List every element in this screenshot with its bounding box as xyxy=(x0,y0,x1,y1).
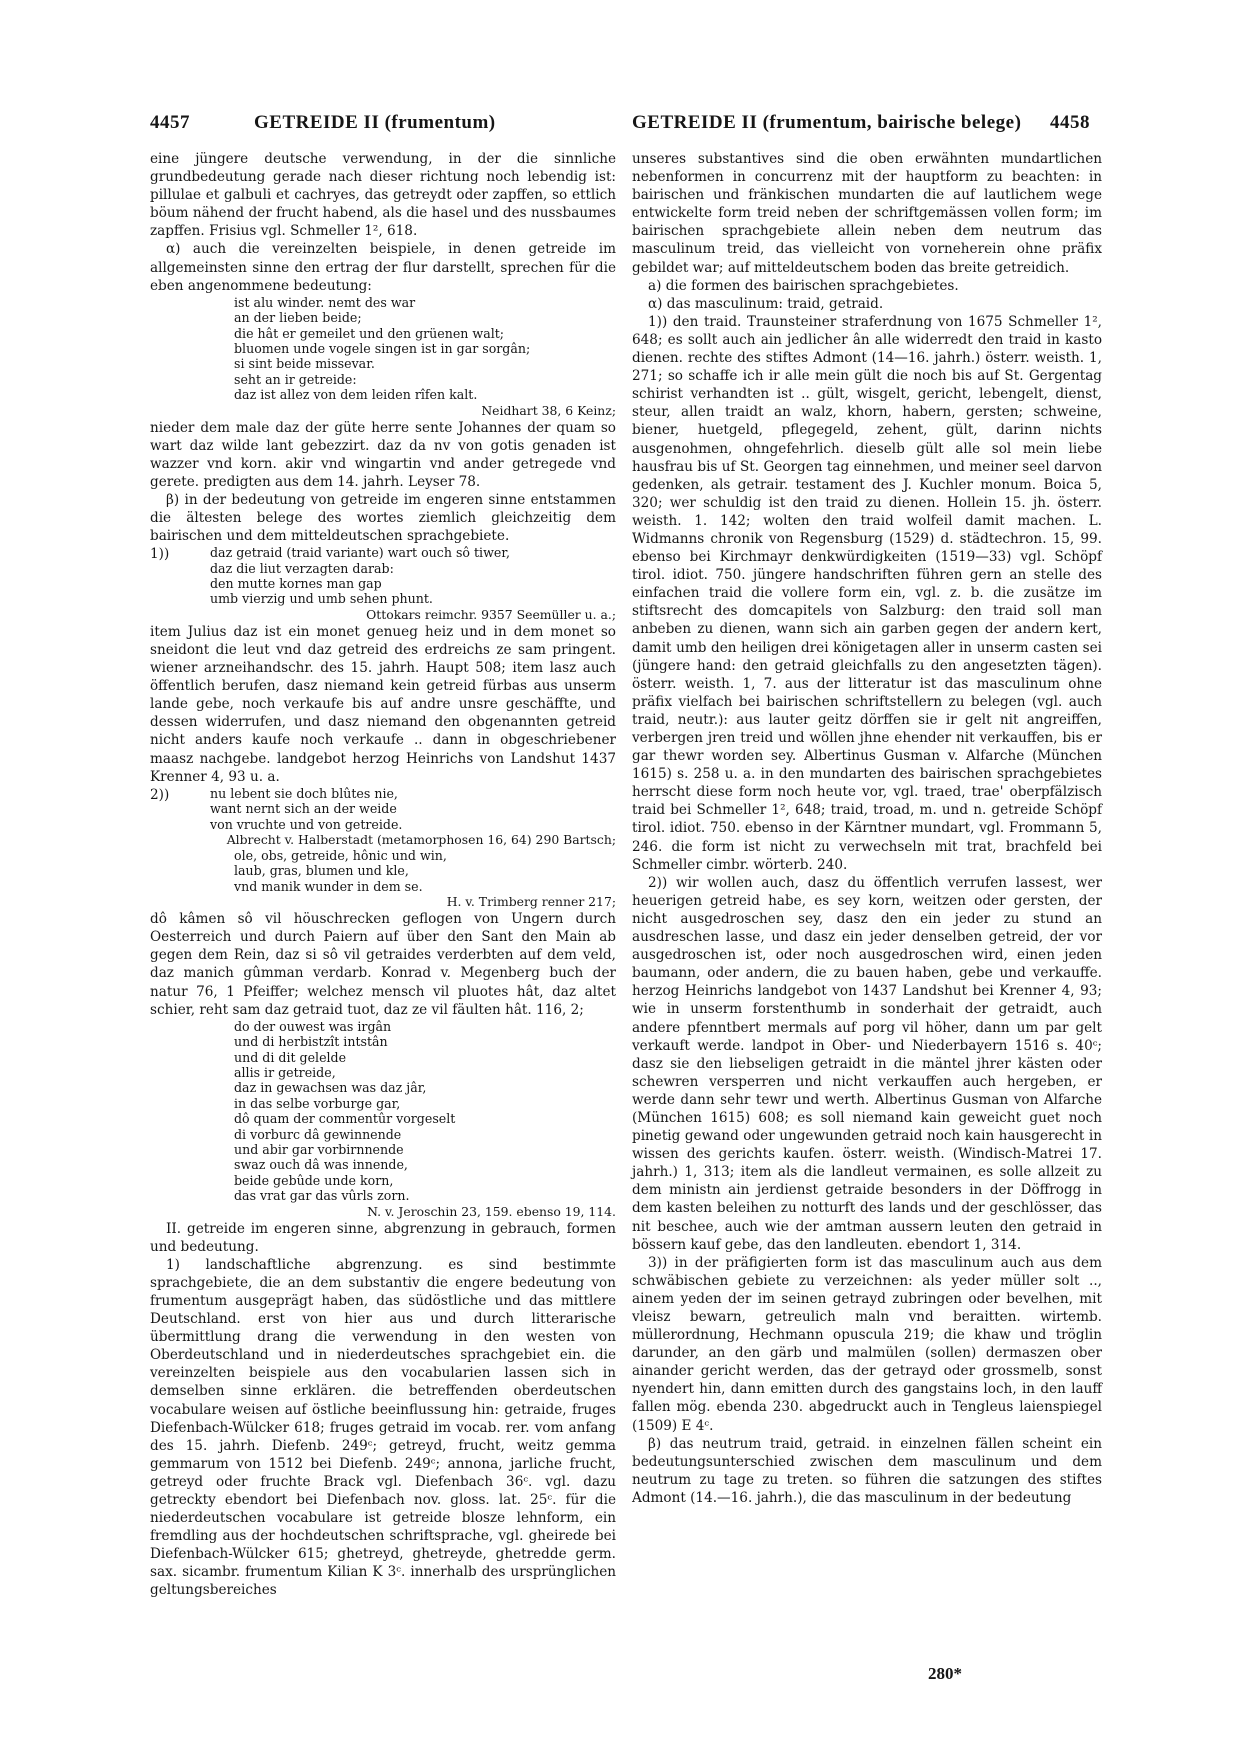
paragraph: 3)) in der präfigierten form ist das masculinum auch aus dem schwäbischen gebiete zu verzeichnen: als yeder müller solt .., ainem yeden der im seinen getrayd zubringen oder bevelhen, mit vleisz bewarn, getreulich maln vnd beraitten. wirtemb. müllerordnung, Hechmann opuscula 219; die khaw und tröglin darunder, an den gärb und malmülen (sollen) dermaszen ober ainander gericht werden, das der getrayd oder grossmelb, sonst nyendert hin, dann emitten durch des gangstains loch, in den lauff fallen mög. ebenda 230. abgedruckt auch in Tengleus laienspiegel (1509) E 4ᶜ. xyxy=(632,1254,1102,1434)
item-marker: 1)) xyxy=(150,546,170,563)
paragraph: 1) landschaftliche abgrenzung. es sind bestimmte sprachgebiete, die an dem substantiv die engere bedeutung von frumentum ausgeprägt haben, das südöstliche und das mittlere Deutschland. erst von hier aus und durch litterarische übermittlung drang die verwendung in den westen von Oberdeutschland und in niederdeutsches sprachgebiet ein. die vereinzelten beispiele aus den vocabularien lassen sich in demselben sinne erklären. die betreffenden oberdeutschen vocabulare weisen auf östliche beeinflussung hin: getraide, fruges Diefenbach-Wülcker 618; fruges getraid im vocab. rer. vom anfang des 15. jahrh. Diefenb. 249ᶜ; getreyd, frucht, weitz gemma gemmarum von 1512 bei Diefenb. 249ᶜ; annona, jarliche frucht, getreyd oder fruchte Brack vgl. Diefenbach 36ᶜ. vgl. dazu getreckty ebendort bei Diefenbach nov. gloss. lat. 25ᶜ. für die niederdeutschen vocabulare ist getreide blosze lehnform, ein fremdling aus der hochdeutschen schriftsprache, vgl. gheirede bei Diefenbach-Wülcker 615; ghetreyd, ghetreyde, ghetredde germ. sax. sicambr. frumentum Kilian K 3ᶜ. innerhalb des ursprünglichen geltungsbereiches xyxy=(150,1256,616,1599)
verse-quote xyxy=(210,545,616,607)
verse-line: di vorburc dâ gewinnende xyxy=(234,1126,402,1142)
section-heading: II. getreide im engeren sinne, abgrenzung in gebrauch, formen und bedeutung. xyxy=(150,1220,616,1255)
left-page-number: 4457 xyxy=(150,112,190,133)
verse-line: vnd manik wunder in dem se. xyxy=(234,878,423,894)
verse-line: beide gebûde unde korn, xyxy=(234,1172,394,1188)
verse-line: do der ouwest was irgân xyxy=(234,1018,392,1034)
verse-quote xyxy=(150,295,616,403)
verse-line: und abir gar vorbirnnende xyxy=(234,1141,404,1157)
paragraph: dô kâmen sô vil höuschrecken geflogen von Ungern durch Oesterreich und durch Paiern auf über den Sant den Main ab gegen dem Rein, daz si sô vil getraides verderbten auf dem veld, daz manich gûmman verdarb. Konrad v. Megenberg buch der natur 76, 1 Pfeiffer; welchez mensch vil pluotes hât, daz altet schier, reht sam daz getraid tuot, daz ze vil fäulten hât. 116, 2; xyxy=(150,911,616,1018)
paragraph: β) das neutrum traid, getraid. in einzelnen fällen scheint ein bedeutungsunterschied zwischen dem masculinum und dem neutrum zu tage zu treten. so führen die satzungen des stiftes Admont (14.—16. jahrh.), die das masculinum in der bedeutung xyxy=(632,1435,1102,1506)
verse-line: an der lieben beide; xyxy=(234,310,362,326)
paragraph: 2)) wir wollen auch, dasz du öffentlich verrufen lassest, wer heuerigen getreid habe, es sey korn, weitzen oder gersten, der nicht ausgedroschen sey, dasz den ein jeder zu stund an ausdreschen lasse, und dasz ein jeder denselben getreid, der vor ausgedroschen ist, oder noch ausgedroschen wird, einen jeden baumann, oder andern, die zu bauen haben, gebe und verkauffe. herzog Heinrichs landgebot von 1437 Landshut bei Krenner 4, 93; wie in unserm forstenthumb in sonderhait der getraidt, auch andere pfenntbert mermals auf porg vil höher, dann um par gelt verkauft werde. landpot in Ober- und Niederbayern 1516 s. 40ᶜ; dasz sie den liebseligen getraidt in die mäntel jhrer kästen oder schewren versperren und nicht verkauffen auch hergeben, er werde dann sehr tewr und werth. Albertinus Gusman von Alfarche (München 1615) 608; es soll niemand kain geweicht guet noch pinetig gewand oder ungewunden getraid noch kain hausgerecht in wissen des gerichts kaufen. österr. weisth. (Windisch-Matrei 17. jahrh.) 1, 313; item als die landleut vermainen, es solle allzeit zu dem ministn ain jerdienst getraide besonders in der Döffrogg in dem kasten beleihen zu notturft des lands und der geschlösser, das nit beschee, auch wie der amtman aussern leuten den getraid in bössern kauf gebe, das den landleuten. ebendort 1, 314. xyxy=(632,874,1102,1253)
verse-line: bluomen unde vogele singen ist in gar sorgân; xyxy=(234,340,531,356)
verse-line: von vruchte und von getreide. xyxy=(210,816,403,832)
verse-line: allis ir getreide, xyxy=(234,1064,336,1080)
citation: Albrecht v. Halberstadt (metamorphosen 16, 64) 290 Bartsch; xyxy=(226,831,616,847)
signature-mark: 280* xyxy=(928,1664,962,1683)
verse-line: daz in gewachsen was daz jâr, xyxy=(234,1080,427,1096)
right-column xyxy=(632,150,1102,1507)
citation: N. v. Jeroschin 23, 159. ebenso 19, 114. xyxy=(367,1203,616,1219)
verse-line: si sint beide missevar. xyxy=(234,356,375,372)
paragraph: α) auch die vereinzelten beispiele, in denen getreide im allgemeinsten sinne den ertrag der flur darstellt, sprechen für die eben angenommene bedeutung: xyxy=(150,241,616,294)
verse-line: und di herbistzît intstân xyxy=(234,1034,388,1050)
verse-line: laub, gras, blumen und kle, xyxy=(234,863,409,879)
verse-quote xyxy=(150,1019,616,1204)
verse-line: das vrat gar das vûrls zorn. xyxy=(234,1188,410,1204)
citation: Neidhart 38, 6 Keinz; xyxy=(481,402,616,418)
verse-line: want nernt sich an der weide xyxy=(210,801,397,817)
paragraph: eine jüngere deutsche verwendung, in der die sinnliche grundbedeutung gerade nach dieser richtung noch lebendig ist: pillulae et galbuli et cachryes, das getreydt oder zapffen, so ettlich böum nähend der frucht habend, als die hasel und des nussbaumes zapffen. Frisius vgl. Schmeller 1², 618. xyxy=(150,151,616,240)
verse-quote xyxy=(150,848,616,894)
verse-line: ole, obs, getreide, hônic und win, xyxy=(234,847,447,863)
verse-line: nu lebent sie doch blûtes nie, xyxy=(210,785,398,801)
paragraph: item Julius daz ist ein monet genueg heiz und in dem monet so sneidont die leut vnd daz getreid des erdreichs ze sam pringent. wiener arzneihandschr. des 15. jahrh. Haupt 508; item lasz auch öffentlich berufen, dasz niemand kein getreid fürbas aus unserm lande gebe, noch verkaufe bis auf andre unsre geschäffte, und dessen widerrufen, und dasz niemand den obgenannten getreid nicht anders kaufe noch verkaufe .. dann in obgeschriebener maasz nachgebe. landgebot herzog Heinrichs von Landshut 1437 Krenner 4, 93 u. a. xyxy=(150,623,616,785)
citation: Ottokars reimchr. 9357 Seemüller u. a.; xyxy=(366,606,616,622)
item-marker: 2)) xyxy=(150,786,170,803)
paragraph: 1)) den traid. Traunsteiner straferdnung von 1675 Schmeller 1², 648; es sollt auch ain jedlicher ân alle widerredt den traid in kasto dienen. rechte des stiftes Admont (14—16. jahrh.) österr. weisth. 1, 271; so schaffe ich ir alle mein gült die noch bis auf St. Gergentag schirist verhandten ist .. gült, wisgelt, gericht, lebengelt, dienst, steur, allen traidt an walz, khorn, habern, gersten; schweine, biener, huetgeld, pflegegeld, zehent, gült, darinn nichts ausgenohmen, ohngefehrlich. dieselb gült alle sol mein liebe hausfrau bis uf St. Georgen tag einnehmen, und meiner seel darvon gedenken, als getrair. testament des J. Kuchler monum. Boica 5, 320; wer schuldig ist den traid zu dienen. Hollein 15. jh. österr. weisth. 1. 142; wolten den traid wolfeil damit machen. L. Widmanns chronik von Regensburg (1529) d. städtechron. 15, 99. ebenso bei Kirchmayr denkwürdigkeiten (1519—33) vgl. Schöpf tirol. idiot. 750. jüngere handschriften führen gern an stelle des einfachen traid die vollere form ein, vgl. z. b. die zusätze im stiftsrecht des domcapitels von Salzburg: den traid soll man anbeben zu dienen, wann sich ain garben gegen der andern kert, damit umb den heiligen drei königetagen aller in unserm casten sei (jüngere hand: den getraid gleichfalls zu den angesetzten tägen). österr. weisth. 1, 7. aus der litteratur ist das masculinum ohne präfix vielfach bei bairischen schriftstellern zu belegen (vgl. auch traid, neutr.): aus lauter geitz dörffen sie ir gelt nit angreiffen, verbergen jren treid und wöllen jhne ehender nit verkauffen, bis er gar thewr worden sey. Albertinus Gusman v. Alfarche (München 1615) s. 258 u. a. in den mundarten des bairischen sprachgebietes herrscht diese form noch heute vor, vgl. traed, trae' oberpfälzisch traid bei Schmeller 1², 648; traid, troad, m. und n. getreide Schöpf tirol. idiot. 750. ebenso in der Kärntner mundart, vgl. Frommann 5, 246. die form ist nicht zu verwechseln mit trat, brachfeld bei Schmeller cimbr. wörterb. 240. xyxy=(632,313,1102,873)
verse-quote xyxy=(210,786,616,832)
verse-line: seht an ir getreide: xyxy=(234,371,357,387)
paragraph: β) in der bedeutung von getreide im engeren sinne entstammen die ältesten belege des wortes ziemlich gleichzeitig dem bairischen und dem mitteldeutschen sprachgebiete. xyxy=(150,491,616,545)
verse-line: die hât er gemeilet und den grüenen walt; xyxy=(234,325,505,341)
right-page-number: 4458 xyxy=(1050,112,1090,133)
paragraph: nieder dem male daz der güte herre sente Johannes der quam so wart daz wilde lant gebezzirt. daz da nv von gotis genaden ist wazzer vnd korn. akir vnd wingartin vnd ander getregede vnd gerete. predigten aus dem 14. jahrh. Leyser 78. xyxy=(150,419,616,490)
verse-line: in das selbe vorburge gar, xyxy=(234,1095,401,1111)
verse-line: umb vierzig und umb sehen phunt. xyxy=(210,591,433,607)
left-running-title: GETREIDE II (frumentum) xyxy=(254,112,496,133)
right-running-title: GETREIDE II (frumentum, bairische belege) xyxy=(632,112,1022,133)
numbered-verse xyxy=(150,545,616,607)
verse-line: swaz ouch dâ was innende, xyxy=(234,1157,408,1173)
subsection-heading: a) die formen des bairischen sprachgebietes. xyxy=(648,277,959,294)
verse-line: ist alu winder. nemt des war xyxy=(234,294,416,310)
verse-line: daz getraid (traid variante) wart ouch sô tiwer, xyxy=(210,545,510,561)
verse-line: daz die liut verzagten darab: xyxy=(210,560,394,576)
page-header xyxy=(150,112,1090,142)
subsection-heading: α) das masculinum: traid, getraid. xyxy=(648,295,884,312)
verse-line: und di dit gelelde xyxy=(234,1049,347,1065)
left-column xyxy=(150,150,616,1600)
citation: H. v. Trimberg renner 217; xyxy=(446,894,616,910)
numbered-verse xyxy=(150,786,616,832)
verse-line: dô quam der commentûr vorgeselt xyxy=(234,1111,456,1127)
paragraph: unseres substantives sind die oben erwähnten mundartlichen nebenformen in concurrenz mit der hauptform zu beachten: in bairischen und fränkischen mundarten die auf lautlichem wege entwickelte form treid neben der schriftgemässen vollen form; im bairischen sprachgebiete allein neben dem neutrum das masculinum treid, das vielleicht von vorneherein ohne präfix gebildet war; auf mitteldeutschem boden das breite getreidich. xyxy=(632,151,1102,276)
verse-line: daz ist allez von dem leiden rîfen kalt. xyxy=(234,387,478,403)
verse-line: den mutte kornes man gap xyxy=(210,576,382,592)
